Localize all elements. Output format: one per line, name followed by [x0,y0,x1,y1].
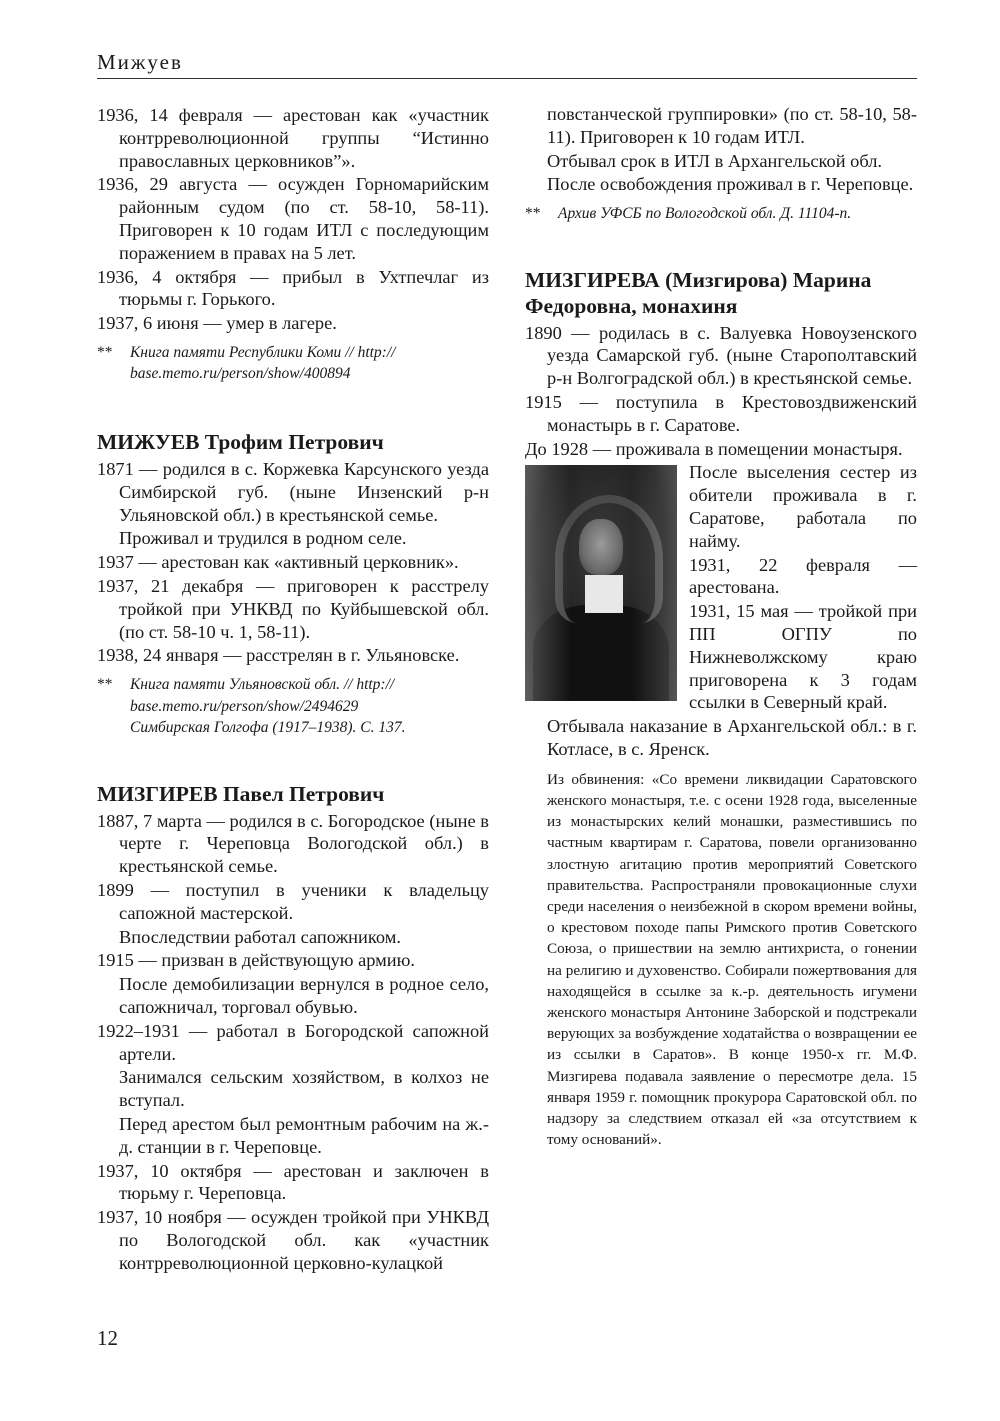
source-line: Архив УФСБ по Вологодской обл. Д. 11104-п. [558,205,852,223]
entry-continuation: После выселения сестер из обители проживала в г. Саратове, работала по найму. [689,462,917,551]
entry: 1931, 22 февраля — арестована. [689,554,917,598]
entry: 1899 — поступил в ученики к владельцу сапожной мастерской. [97,880,489,923]
entry-title-mizgirev: МИЗГИРЕВ Павел Петрович [97,781,385,806]
entry-continuation: Отбывал срок в ИТЛ в Архангельской обл. [547,150,883,171]
source-marker: ** [97,676,113,694]
entry-continuation: Перед арестом был ремонтным рабочим на ж.-д. станции в г. Череповце. [119,1114,489,1157]
source-note [97,674,489,739]
entry-title-mizgireva: МИЗГИРЕВА (Мизгирова) Марина Федоровна, монахиня [525,267,872,318]
entry: 1937 — арестован как «активный церковник». [97,552,459,573]
entry: 1936, 14 февраля — арестован как «участник контрреволюционной группы “Истинно православных церковников”». [97,105,489,171]
entry: 1915 — поступила в Крестовоздвиженский монастырь в г. Саратове. [525,392,917,435]
entry-continuation: Занимался сельским хозяйством, в колхоз не вступал. [119,1067,489,1111]
entry: 1937, 10 октября — арестован и заключен в тюрьму г. Череповца. [97,1160,489,1204]
source-line: Книга памяти Республики Коми // http:// [130,343,396,361]
entry-continuation: Отбывала наказание в Архангельской обл.: в г. Котласе, в с. Яренск. [547,716,917,760]
header-rule [97,78,917,79]
entry: 1890 — родилась в с. Валуевка Новоузенского уезда Самарской губ. (ныне Старополтавский р-н Волгоградской обл.) в крестьянской семье. [525,322,917,389]
source-line: Книга памяти Ульяновской обл. // http:// [130,676,395,694]
entry: 1937, 10 ноября — осужден тройкой при УНКВД по Вологодской обл. как «участник контрреволюционной церковно-кулацкой [97,1207,489,1273]
entry: 1938, 24 января — расстрелян в г. Ульяновске. [97,645,460,666]
running-header: Мижуев [97,50,183,74]
entry: До 1928 — проживала в помещении монастыря. [525,438,903,459]
source-line: base.memo.ru/person/show/400894 [130,365,351,383]
entry: 1887, 7 марта — родился в с. Богородское (ныне в черте г. Череповца Вологодской обл.) в крестьянской семье. [97,810,489,877]
entry: 1936, 4 октября — прибыл в Ухтпечлаг из тюрьмы г. Горького. [97,266,489,310]
entry-continuation: После демобилизации вернулся в родное село, сапожничал, торговал обувью. [119,974,489,1018]
source-line: base.memo.ru/person/show/2494629 [130,697,359,715]
source-note [97,342,489,385]
portrait-photo [525,465,677,701]
entry: 1922–1931 — работал в Богородской сапожной артели. [97,1020,489,1064]
entry-continuation: После освобождения проживал в г. Череповце. [547,174,914,195]
photo-block [525,461,917,715]
right-column [525,103,917,1150]
source-marker: ** [525,205,541,223]
entry: 1937, 6 июня — умер в лагере. [97,313,337,334]
entry: 1937, 21 декабря — приговорен к расстрелу тройкой при УНКВД по Куйбышевской обл. (по ст. 58-10 ч. 1, 58-11). [97,575,489,642]
entry: 1931, 15 мая — тройкой при ПП ОГПУ по Нижневолжскому краю приговорена к 3 годам ссылки в Северный край. [689,601,917,713]
entry: 1936, 29 августа — осужден Горномарийским районным судом (по ст. 58-10, 58-11). Приговорен к 10 годам ИТЛ с последующим поражением в правах на 5 лет. [97,174,489,263]
entry-continuation: повстанческой группировки» (по ст. 58-10, 58-11). Приговорен к 10 годам ИТЛ. [547,104,917,147]
source-marker: ** [97,343,113,361]
source-line: Симбирская Голгофа (1917–1938). С. 137. [130,719,406,737]
source-note [525,203,917,225]
entry: 1915 — призван в действующую армию. [97,950,415,971]
entry-continuation: Проживал и трудился в родном селе. [119,528,407,549]
left-column [97,104,489,1276]
entry-continuation: Впоследствии работал сапожником. [119,926,401,947]
accusation-text: Из обвинения: «Со времени ликвидации Саратовского женского монастыря, т.е. с осени 1928 года, выселенные из монастырских келий монашки, разместившись по частным квартирам г. Саратова, повели организованно злостную агитацию против мероприятий Советского правительства. Распространяли провокационные слухи среди населения о неизбежной в скором времени войны, о крестовом походе папы Римского против Советского Союза, о пришествии на землю антихриста, о гонении на религию и духовенство. Собирали пожертвования для находящейся в ссылке за к.-р. деятельность игумени женского монастыря Антонине Заборской и подстрекали верующих за возбуждение ходатайства о возвращении ее из ссылки в Саратов». В конце 1950-х гг. М.Ф. Мизгирева подавала заявление о пересмотре дела. 15 января 1959 г. помощник прокурора Саратовской обл. по надзору за следствием отказал ей «за отсутствием к тому оснований». [547,770,917,1149]
entry: 1871 — родился в с. Коржевка Карсунского уезда Симбирской губ. (ныне Инзенский р-н Ульяновской обл.) в крестьянской семье. [97,458,489,525]
page-number: 12 [97,1326,118,1350]
entry-title-mizhuev: МИЖУЕВ Трофим Петрович [97,429,384,454]
